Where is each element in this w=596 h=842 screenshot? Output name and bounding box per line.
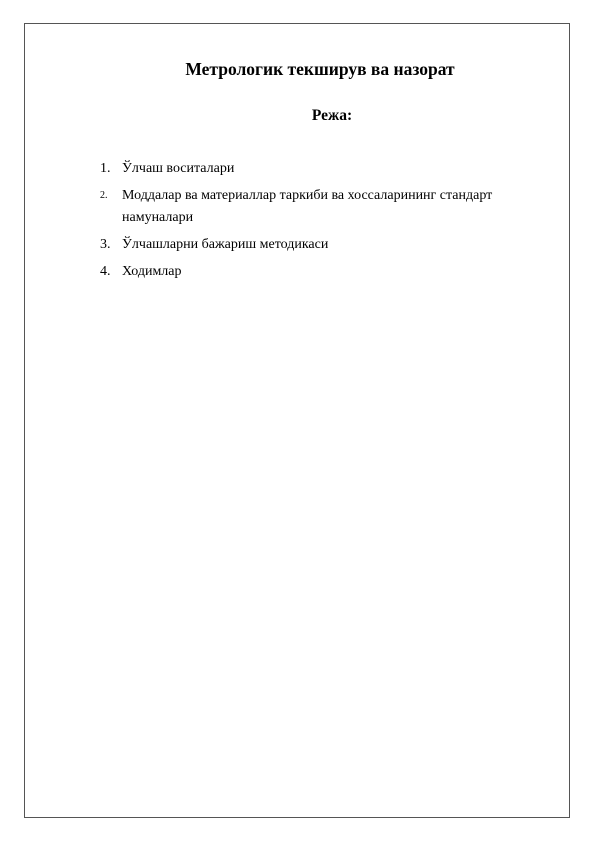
plan-item-text: Ўлчашларни бажариш методикаси <box>122 237 329 252</box>
plan-heading: Режа: <box>311 107 353 124</box>
plan-item-text: Ўлчаш воситалари <box>122 161 235 176</box>
plan-item-number: 1. <box>100 161 111 176</box>
plan-item-text: Ходимлар <box>122 264 182 279</box>
document-title: Метрологик текширув ва назорат <box>185 59 455 79</box>
plan-list <box>100 158 560 288</box>
plan-item-1 <box>100 158 560 180</box>
plan-item-4 <box>100 261 560 283</box>
plan-item-2 <box>100 185 560 229</box>
page-border <box>24 23 570 818</box>
plan-item-number: 2. <box>100 190 108 201</box>
plan-item-3 <box>100 234 560 256</box>
plan-item-number: 3. <box>100 237 111 252</box>
plan-item-number: 4. <box>100 264 111 279</box>
plan-item-text: Моддалар ва материаллар таркиби ва хоссаларининг стандарт намуналари <box>122 188 493 225</box>
